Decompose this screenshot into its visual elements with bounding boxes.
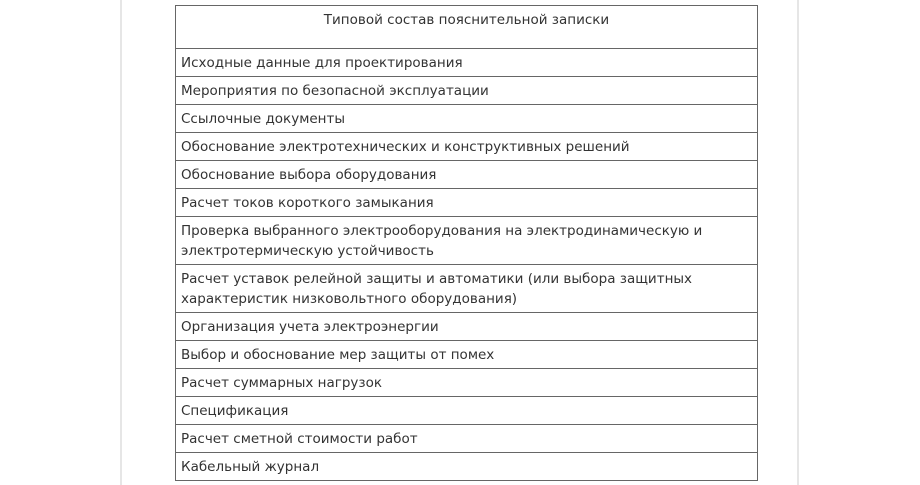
explanatory-note-table <box>175 5 758 481</box>
table-header: Типовой состав пояснительной записки <box>176 6 758 49</box>
table-row <box>176 341 758 369</box>
table-row <box>176 397 758 425</box>
table-row <box>176 161 758 189</box>
table-cell: Расчет суммарных нагрузок <box>176 369 758 397</box>
table-cell: Обоснование электротехнических и конструктивных решений <box>176 133 758 161</box>
table-row <box>176 49 758 77</box>
table-row <box>176 105 758 133</box>
table-cell: Ссылочные документы <box>176 105 758 133</box>
left-page-edge <box>120 0 122 485</box>
table-row <box>176 217 758 265</box>
table-cell: Расчет токов короткого замыкания <box>176 189 758 217</box>
table-cell: Выбор и обоснование мер защиты от помех <box>176 341 758 369</box>
table-cell: Расчет уставок релейной защиты и автоматики (или выбора защитных характеристик низковольтного оборудования) <box>176 265 758 313</box>
table-cell: Исходные данные для проектирования <box>176 49 758 77</box>
table-row <box>176 369 758 397</box>
table-cell: Кабельный журнал <box>176 453 758 481</box>
table-cell: Проверка выбранного электрооборудования на электродинамическую и электротермическую устойчивость <box>176 217 758 265</box>
table-row <box>176 77 758 105</box>
table-row <box>176 425 758 453</box>
right-page-edge <box>797 0 799 485</box>
table-row <box>176 453 758 481</box>
table-cell: Мероприятия по безопасной эксплуатации <box>176 77 758 105</box>
table-row <box>176 265 758 313</box>
table-cell: Организация учета электроэнергии <box>176 313 758 341</box>
table-header-row <box>176 6 758 49</box>
table-cell: Спецификация <box>176 397 758 425</box>
table-row <box>176 133 758 161</box>
table-cell: Расчет сметной стоимости работ <box>176 425 758 453</box>
table-row <box>176 313 758 341</box>
table-row <box>176 189 758 217</box>
table-cell: Обоснование выбора оборудования <box>176 161 758 189</box>
